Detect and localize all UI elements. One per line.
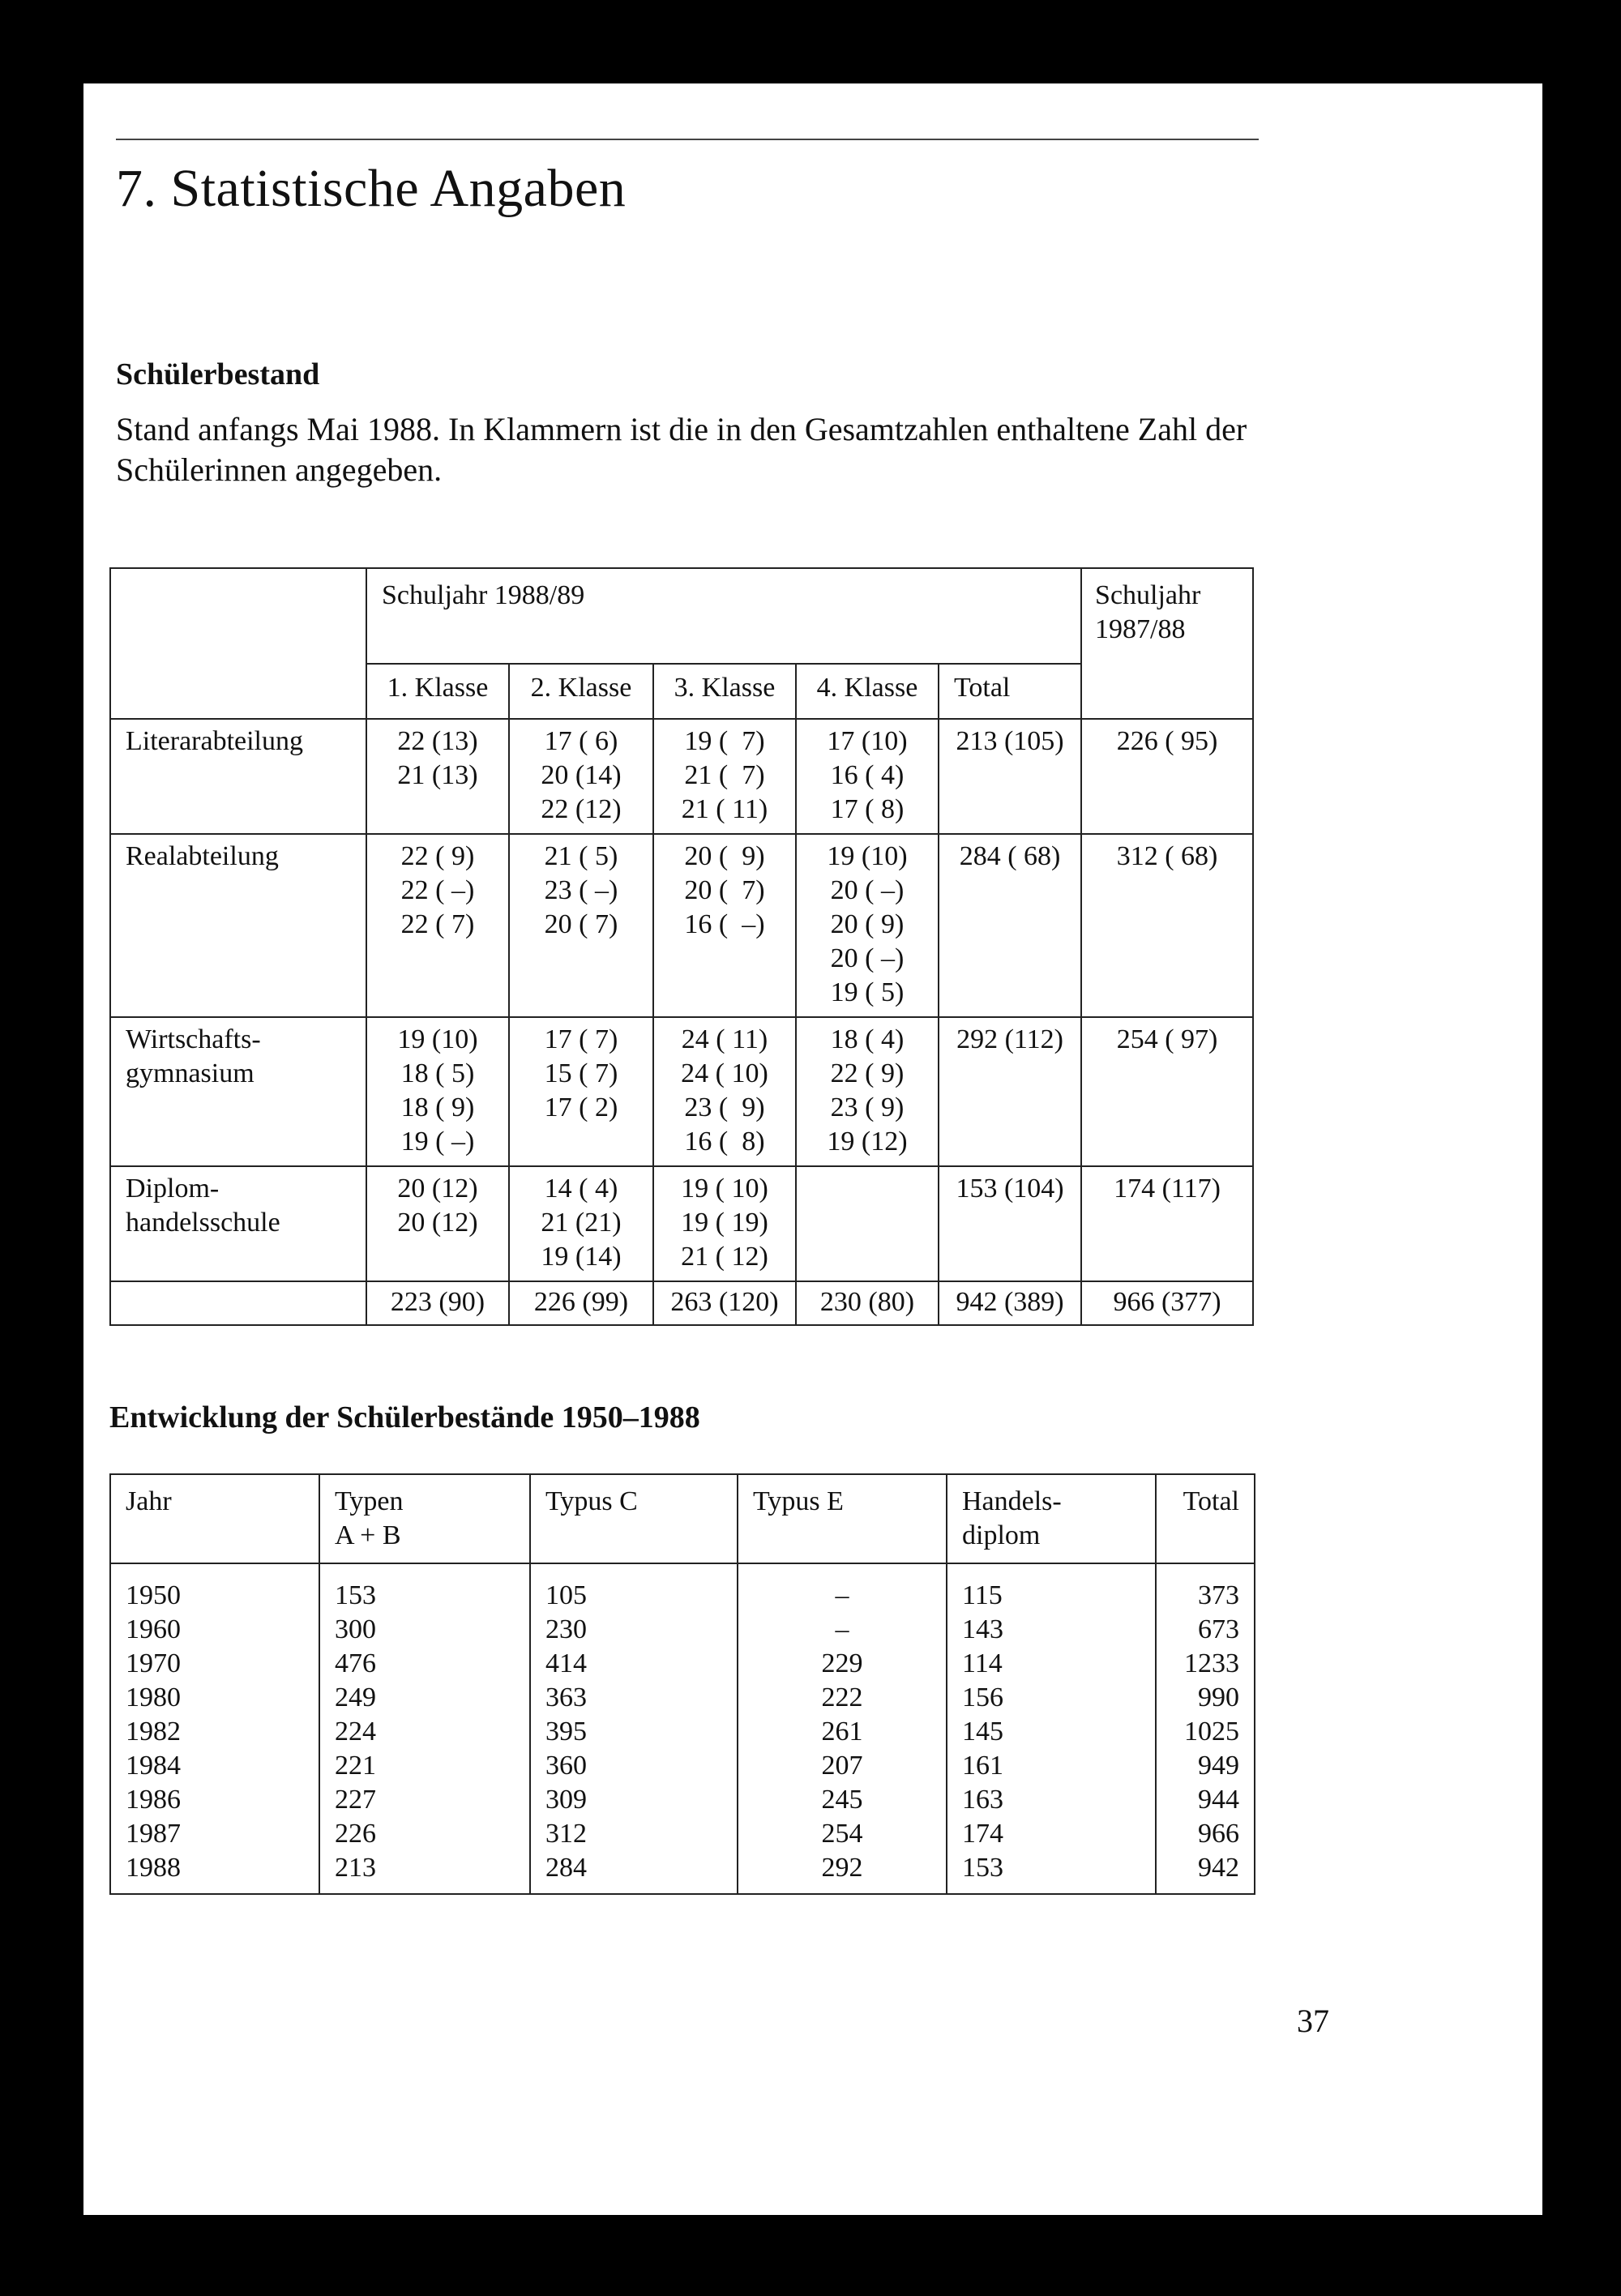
cell-value: 17 (10): [827, 726, 908, 756]
section-heading-entwicklung: Entwicklung der Schülerbestände 1950–1988: [109, 1400, 700, 1434]
class-cell: [796, 719, 939, 834]
cell-value: 20 ( 9): [830, 909, 905, 939]
row-label-line: Diplom-: [126, 1174, 220, 1204]
total-cell: 284 ( 68): [939, 834, 1081, 1017]
row-label: [110, 1017, 366, 1166]
column-handelsdiplom: [947, 1563, 1156, 1894]
table-row: [110, 1166, 1253, 1281]
cell-value: 153: [962, 1853, 1003, 1883]
cell-value: 24 ( 10): [681, 1058, 768, 1088]
header-line: A + B: [335, 1520, 401, 1550]
column-total: [1156, 1563, 1255, 1894]
cell-value: 105: [545, 1580, 587, 1610]
row-label-line: Wirtschafts-: [126, 1024, 261, 1054]
cell-value: 23 ( 9): [830, 1092, 905, 1122]
header-line: Typen: [335, 1486, 404, 1516]
row-label-line: Literarabteilung: [126, 726, 304, 756]
cell-value: 16 ( 4): [830, 760, 905, 790]
cell-value: 1025: [1184, 1717, 1239, 1747]
sum-cell: 226 (99): [509, 1281, 653, 1325]
cell-value: 20 (14): [541, 760, 622, 790]
column-header: [947, 1474, 1156, 1563]
cell-value: 360: [545, 1751, 587, 1781]
cell-value: 312: [545, 1819, 587, 1849]
header-line: Typus C: [545, 1486, 638, 1516]
cell-value: 16 ( –): [684, 909, 765, 939]
cell-value: 1988: [126, 1853, 181, 1883]
class-cell: [509, 719, 653, 834]
column-header: 3. Klasse: [653, 664, 796, 719]
cell-value: 21 ( 12): [681, 1242, 768, 1272]
cell-value: 1980: [126, 1682, 181, 1712]
cell-value: 213: [335, 1853, 376, 1883]
cell-value: 222: [821, 1682, 863, 1712]
cell-value: 309: [545, 1785, 587, 1815]
cell-value: 23 ( 9): [684, 1092, 765, 1122]
class-cell: [366, 1017, 509, 1166]
cell-value: 249: [335, 1682, 376, 1712]
cell-value: 1982: [126, 1717, 181, 1747]
table-row: [110, 834, 1253, 1017]
cell-value: 1970: [126, 1648, 181, 1678]
column-header: [1156, 1474, 1255, 1563]
cell-value: 990: [1198, 1682, 1239, 1712]
row-label-line: gymnasium: [126, 1058, 254, 1088]
cell-value: 115: [962, 1580, 1003, 1610]
column-header: [319, 1474, 530, 1563]
cell-value: 20 ( –): [830, 875, 905, 905]
class-cell: [653, 1166, 796, 1281]
sum-cell: 942 (389): [939, 1281, 1081, 1325]
class-cell: [509, 1166, 653, 1281]
sum-row: [110, 1281, 1253, 1325]
header-schuljahr-previous: Schuljahr 1987/88: [1081, 568, 1253, 719]
cell-value: –: [835, 1580, 849, 1610]
table-row: [110, 1017, 1253, 1166]
schuelerbestand-table: [109, 567, 1254, 1326]
cell-value: 949: [1198, 1751, 1239, 1781]
cell-value: 17 ( 7): [544, 1024, 618, 1054]
cell-value: 17 ( 2): [544, 1092, 618, 1122]
class-cell: [509, 834, 653, 1017]
column-typen-ab: [319, 1563, 530, 1894]
row-label: [110, 1166, 366, 1281]
header-line: Total: [1183, 1486, 1239, 1516]
total-cell: 153 (104): [939, 1166, 1081, 1281]
sum-cell: 966 (377): [1081, 1281, 1253, 1325]
cell-value: 22 ( 7): [400, 909, 475, 939]
cell-value: 226: [335, 1819, 376, 1849]
cell-value: 19 (10): [827, 841, 908, 871]
cell-value: 20 (12): [397, 1208, 478, 1238]
previous-year-cell: 254 ( 97): [1081, 1017, 1253, 1166]
chapter-title: 7. Statistische Angaben: [116, 159, 627, 218]
class-cell: [653, 834, 796, 1017]
cell-value: 22 ( –): [400, 875, 475, 905]
cell-value: 17 ( 6): [544, 726, 618, 756]
cell-value: 1233: [1184, 1648, 1239, 1678]
column-typus-e: [738, 1563, 947, 1894]
column-header: [110, 1474, 319, 1563]
cell-value: 414: [545, 1648, 587, 1678]
class-cell: [796, 1166, 939, 1281]
class-cell: [366, 719, 509, 834]
cell-value: 373: [1198, 1580, 1239, 1610]
cell-value: 224: [335, 1717, 376, 1747]
page-number: 37: [1297, 2003, 1329, 2039]
cell-value: 145: [962, 1717, 1003, 1747]
cell-value: 673: [1198, 1614, 1239, 1644]
cell-value: 292: [821, 1853, 863, 1883]
header-line: Handels-: [962, 1486, 1062, 1516]
cell-value: 966: [1198, 1819, 1239, 1849]
cell-value: 229: [821, 1648, 863, 1678]
header-line: Typus E: [753, 1486, 844, 1516]
cell-value: 19 (10): [397, 1024, 478, 1054]
sum-cell: 223 (90): [366, 1281, 509, 1325]
class-cell: [509, 1017, 653, 1166]
entwicklung-table: [109, 1473, 1255, 1895]
class-cell: [366, 834, 509, 1017]
cell-value: 19 ( 7): [684, 726, 765, 756]
table-corner-cell: [110, 568, 366, 719]
header-schuljahr-current: Schuljahr 1988/89: [366, 568, 1081, 664]
header-line: Jahr: [126, 1486, 172, 1516]
cell-value: 20 ( 7): [544, 909, 618, 939]
cell-value: 476: [335, 1648, 376, 1678]
cell-value: 22 (13): [397, 726, 478, 756]
title-rule: [116, 139, 1259, 140]
column-header: [530, 1474, 738, 1563]
previous-year-cell: 226 ( 95): [1081, 719, 1253, 834]
class-cell: [653, 719, 796, 834]
section-heading-schuelerbestand: Schülerbestand: [116, 357, 320, 391]
cell-value: 207: [821, 1751, 863, 1781]
cell-value: 24 ( 11): [681, 1024, 768, 1054]
cell-value: 395: [545, 1717, 587, 1747]
table-row: [110, 719, 1253, 834]
cell-value: 1987: [126, 1819, 181, 1849]
sum-cell: 263 (120): [653, 1281, 796, 1325]
total-cell: 213 (105): [939, 719, 1081, 834]
cell-value: 227: [335, 1785, 376, 1815]
cell-value: 21 (13): [397, 760, 478, 790]
cell-value: 261: [821, 1717, 863, 1747]
cell-value: 1986: [126, 1785, 181, 1815]
sum-cell: 230 (80): [796, 1281, 939, 1325]
row-label-line: Realabteilung: [126, 841, 279, 871]
cell-value: 1960: [126, 1614, 181, 1644]
cell-value: 21 ( 7): [684, 760, 765, 790]
class-cell: [366, 1166, 509, 1281]
column-jahr: [110, 1563, 319, 1894]
cell-value: 19 ( –): [400, 1127, 475, 1157]
cell-value: 18 ( 5): [400, 1058, 475, 1088]
cell-value: 156: [962, 1682, 1003, 1712]
cell-value: 17 ( 8): [830, 794, 905, 824]
cell-value: 1950: [126, 1580, 181, 1610]
cell-value: 18 ( 9): [400, 1092, 475, 1122]
cell-value: 20 ( –): [830, 943, 905, 973]
cell-value: 19 ( 5): [830, 977, 905, 1007]
cell-value: 21 (21): [541, 1208, 622, 1238]
column-header: 1. Klasse: [366, 664, 509, 719]
class-cell: [796, 834, 939, 1017]
total-cell: 292 (112): [939, 1017, 1081, 1166]
cell-value: 163: [962, 1785, 1003, 1815]
cell-value: 21 ( 5): [544, 841, 618, 871]
column-header: Total: [939, 664, 1081, 719]
cell-value: 22 ( 9): [830, 1058, 905, 1088]
cell-value: 23 ( –): [544, 875, 618, 905]
cell-value: 22 (12): [541, 794, 622, 824]
column-header: [738, 1474, 947, 1563]
cell-value: 15 ( 7): [544, 1058, 618, 1088]
cell-value: 245: [821, 1785, 863, 1815]
cell-value: 19 (12): [827, 1127, 908, 1157]
row-label-line: handelsschule: [126, 1208, 280, 1238]
row-label: [110, 719, 366, 834]
cell-value: 161: [962, 1751, 1003, 1781]
cell-value: 143: [962, 1614, 1003, 1644]
cell-value: 174: [962, 1819, 1003, 1849]
cell-value: 20 ( 9): [684, 841, 765, 871]
class-cell: [796, 1017, 939, 1166]
column-typus-c: [530, 1563, 738, 1894]
cell-value: 14 ( 4): [544, 1174, 618, 1204]
cell-value: 944: [1198, 1785, 1239, 1815]
cell-value: 19 (14): [541, 1242, 622, 1272]
cell-value: 1984: [126, 1751, 181, 1781]
class-cell: [653, 1017, 796, 1166]
previous-year-cell: 174 (117): [1081, 1166, 1253, 1281]
cell-value: 19 ( 10): [681, 1174, 768, 1204]
column-header: 2. Klasse: [509, 664, 653, 719]
cell-value: –: [835, 1614, 849, 1644]
header-line: diplom: [962, 1520, 1041, 1550]
cell-value: 363: [545, 1682, 587, 1712]
cell-value: 254: [821, 1819, 863, 1849]
cell-value: 20 (12): [397, 1174, 478, 1204]
cell-value: 300: [335, 1614, 376, 1644]
row-label: [110, 834, 366, 1017]
cell-value: 230: [545, 1614, 587, 1644]
cell-value: 153: [335, 1580, 376, 1610]
cell-value: 18 ( 4): [830, 1024, 905, 1054]
cell-value: 16 ( 8): [684, 1127, 765, 1157]
cell-value: 19 ( 19): [681, 1208, 768, 1238]
previous-year-cell: 312 ( 68): [1081, 834, 1253, 1017]
cell-value: 284: [545, 1853, 587, 1883]
cell-value: 22 ( 9): [400, 841, 475, 871]
cell-value: 221: [335, 1751, 376, 1781]
cell-value: 20 ( 7): [684, 875, 765, 905]
intro-paragraph: Stand anfangs Mai 1988. In Klammern ist die in den Gesamtzahlen enthaltene Zahl der Schülerinnen angegeben.: [116, 411, 1247, 488]
column-header: 4. Klasse: [796, 664, 939, 719]
sum-label: [110, 1281, 366, 1325]
cell-value: 21 ( 11): [681, 794, 768, 824]
cell-value: 114: [962, 1648, 1003, 1678]
cell-value: 942: [1198, 1853, 1239, 1883]
